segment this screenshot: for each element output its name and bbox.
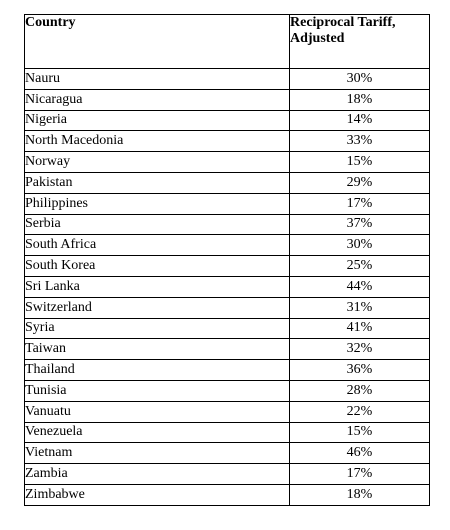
tariff-cell: 18% [290, 484, 430, 505]
tariff-cell: 33% [290, 131, 430, 152]
tariff-cell: 37% [290, 214, 430, 235]
tariff-cell: 44% [290, 276, 430, 297]
table-row [25, 172, 430, 193]
tariff-cell: 30% [290, 69, 430, 90]
table-row [25, 401, 430, 422]
tariff-cell: 14% [290, 110, 430, 131]
country-cell: Philippines [25, 193, 290, 214]
table-row [25, 297, 430, 318]
country-cell: Serbia [25, 214, 290, 235]
table-row [25, 110, 430, 131]
country-cell: Pakistan [25, 172, 290, 193]
country-cell: Nauru [25, 69, 290, 90]
tariff-cell: 18% [290, 89, 430, 110]
tariff-table [24, 14, 430, 506]
table-row [25, 152, 430, 173]
country-cell: Switzerland [25, 297, 290, 318]
country-cell: Taiwan [25, 339, 290, 360]
table-row [25, 380, 430, 401]
table-row [25, 193, 430, 214]
country-cell: Vietnam [25, 443, 290, 464]
table-header [25, 15, 430, 69]
table-row [25, 235, 430, 256]
country-cell: South Korea [25, 256, 290, 277]
table-row [25, 214, 430, 235]
header-country: Country [25, 15, 290, 69]
tariff-cell: 46% [290, 443, 430, 464]
country-cell: Syria [25, 318, 290, 339]
table-row [25, 339, 430, 360]
tariff-cell: 28% [290, 380, 430, 401]
country-cell: Norway [25, 152, 290, 173]
table-row [25, 276, 430, 297]
table-row [25, 318, 430, 339]
country-cell: Nigeria [25, 110, 290, 131]
country-cell: Tunisia [25, 380, 290, 401]
tariff-cell: 31% [290, 297, 430, 318]
tariff-cell: 17% [290, 464, 430, 485]
table-row [25, 484, 430, 505]
tariff-cell: 22% [290, 401, 430, 422]
tariff-cell: 15% [290, 422, 430, 443]
country-cell: Vanuatu [25, 401, 290, 422]
table-row [25, 131, 430, 152]
tariff-cell: 41% [290, 318, 430, 339]
tariff-cell: 32% [290, 339, 430, 360]
table-row [25, 256, 430, 277]
table-row [25, 464, 430, 485]
tariff-cell: 25% [290, 256, 430, 277]
table-body [25, 69, 430, 506]
country-cell: Zimbabwe [25, 484, 290, 505]
tariff-cell: 17% [290, 193, 430, 214]
country-cell: North Macedonia [25, 131, 290, 152]
table-row [25, 422, 430, 443]
table-row [25, 443, 430, 464]
tariff-cell: 15% [290, 152, 430, 173]
country-cell: Sri Lanka [25, 276, 290, 297]
country-cell: Thailand [25, 360, 290, 381]
header-row [25, 15, 430, 69]
tariff-cell: 30% [290, 235, 430, 256]
table-row [25, 69, 430, 90]
tariff-cell: 29% [290, 172, 430, 193]
country-cell: Venezuela [25, 422, 290, 443]
tariff-cell: 36% [290, 360, 430, 381]
country-cell: Zambia [25, 464, 290, 485]
country-cell: South Africa [25, 235, 290, 256]
country-cell: Nicaragua [25, 89, 290, 110]
table-row [25, 89, 430, 110]
header-tariff: Reciprocal Tariff, Adjusted [290, 15, 430, 69]
table-row [25, 360, 430, 381]
